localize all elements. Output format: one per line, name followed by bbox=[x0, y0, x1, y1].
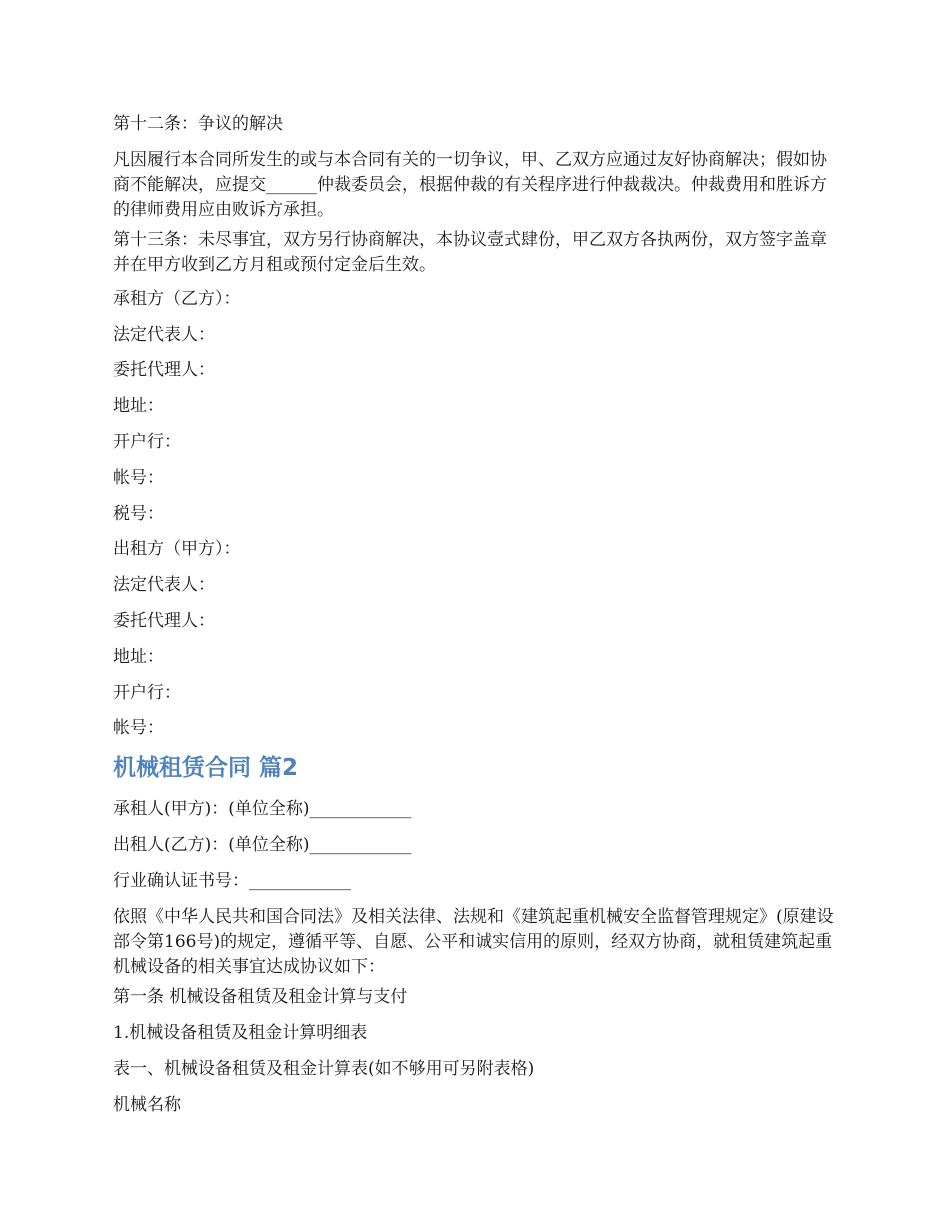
article-12-body-part-a: 凡因履行本合同所发生的或与本合同有关的一切争议，甲、乙双方应通过友好协商解决；假如协商不能解决，应提交 bbox=[113, 150, 827, 195]
lessee-bank-label: 开户行： bbox=[113, 432, 181, 452]
lessee-tax-id-label: 税号： bbox=[113, 504, 164, 524]
article-12-body-part-b: 仲裁委员会，根据仲裁的有关程序进行仲裁裁决。仲裁费用和胜诉方的律师费用应由败诉方承担。 bbox=[113, 175, 827, 220]
lessee-account-label: 帐号： bbox=[113, 468, 164, 488]
arbitration-blank: ______ bbox=[266, 175, 317, 195]
party-b-line: 出租人(乙方)：(单位全称)____________ bbox=[113, 835, 412, 855]
article-12-body bbox=[113, 148, 839, 223]
article-12-title: 第十二条：争议的解决 bbox=[113, 114, 283, 134]
lessee-address-label: 地址： bbox=[113, 396, 164, 416]
party-a-line: 承租人(甲方)：(单位全称)____________ bbox=[113, 799, 412, 819]
lessor-legal-rep-label: 法定代表人： bbox=[113, 575, 215, 595]
article-13: 第十三条：未尽事宜，双方另行协商解决，本协议壹式肆份，甲乙双方各执两份，双方签字盖章并在甲方收到乙方月租或预付定金后生效。 bbox=[113, 230, 827, 275]
lessor-bank-label: 开户行： bbox=[113, 683, 181, 703]
table-caption: 表一、机械设备租赁及租金计算表(如不够用可另附表格) bbox=[113, 1059, 535, 1079]
lessor-party-label: 出租方（甲方）： bbox=[113, 539, 241, 559]
lessor-agent-label: 委托代理人： bbox=[113, 611, 215, 631]
section-heading: 机械租赁合同 篇2 bbox=[113, 755, 299, 781]
item-1-title: 1.机械设备租赁及租金计算明细表 bbox=[113, 1023, 368, 1043]
intro-paragraph: 依照《中华人民共和国合同法》及相关法律、法规和《建筑起重机械安全监督管理规定》(原建设部令第166号)的规定，遵循平等、自愿、公平和诚实信用的原则，经双方协商，就租赁建筑起重机械设备的相关事宜达成协议如下： bbox=[113, 907, 834, 977]
lessee-legal-rep-label: 法定代表人： bbox=[113, 325, 215, 345]
lessor-account-label: 帐号： bbox=[113, 718, 164, 738]
lessee-agent-label: 委托代理人： bbox=[113, 360, 215, 380]
machine-name-column-label: 机械名称 bbox=[113, 1095, 181, 1115]
certificate-number-line: 行业确认证书号：____________ bbox=[113, 871, 351, 891]
lessor-address-label: 地址： bbox=[113, 647, 164, 667]
article-1-title: 第一条 机械设备租赁及租金计算与支付 bbox=[113, 987, 408, 1007]
lessee-party-label: 承租方（乙方）： bbox=[113, 289, 241, 309]
